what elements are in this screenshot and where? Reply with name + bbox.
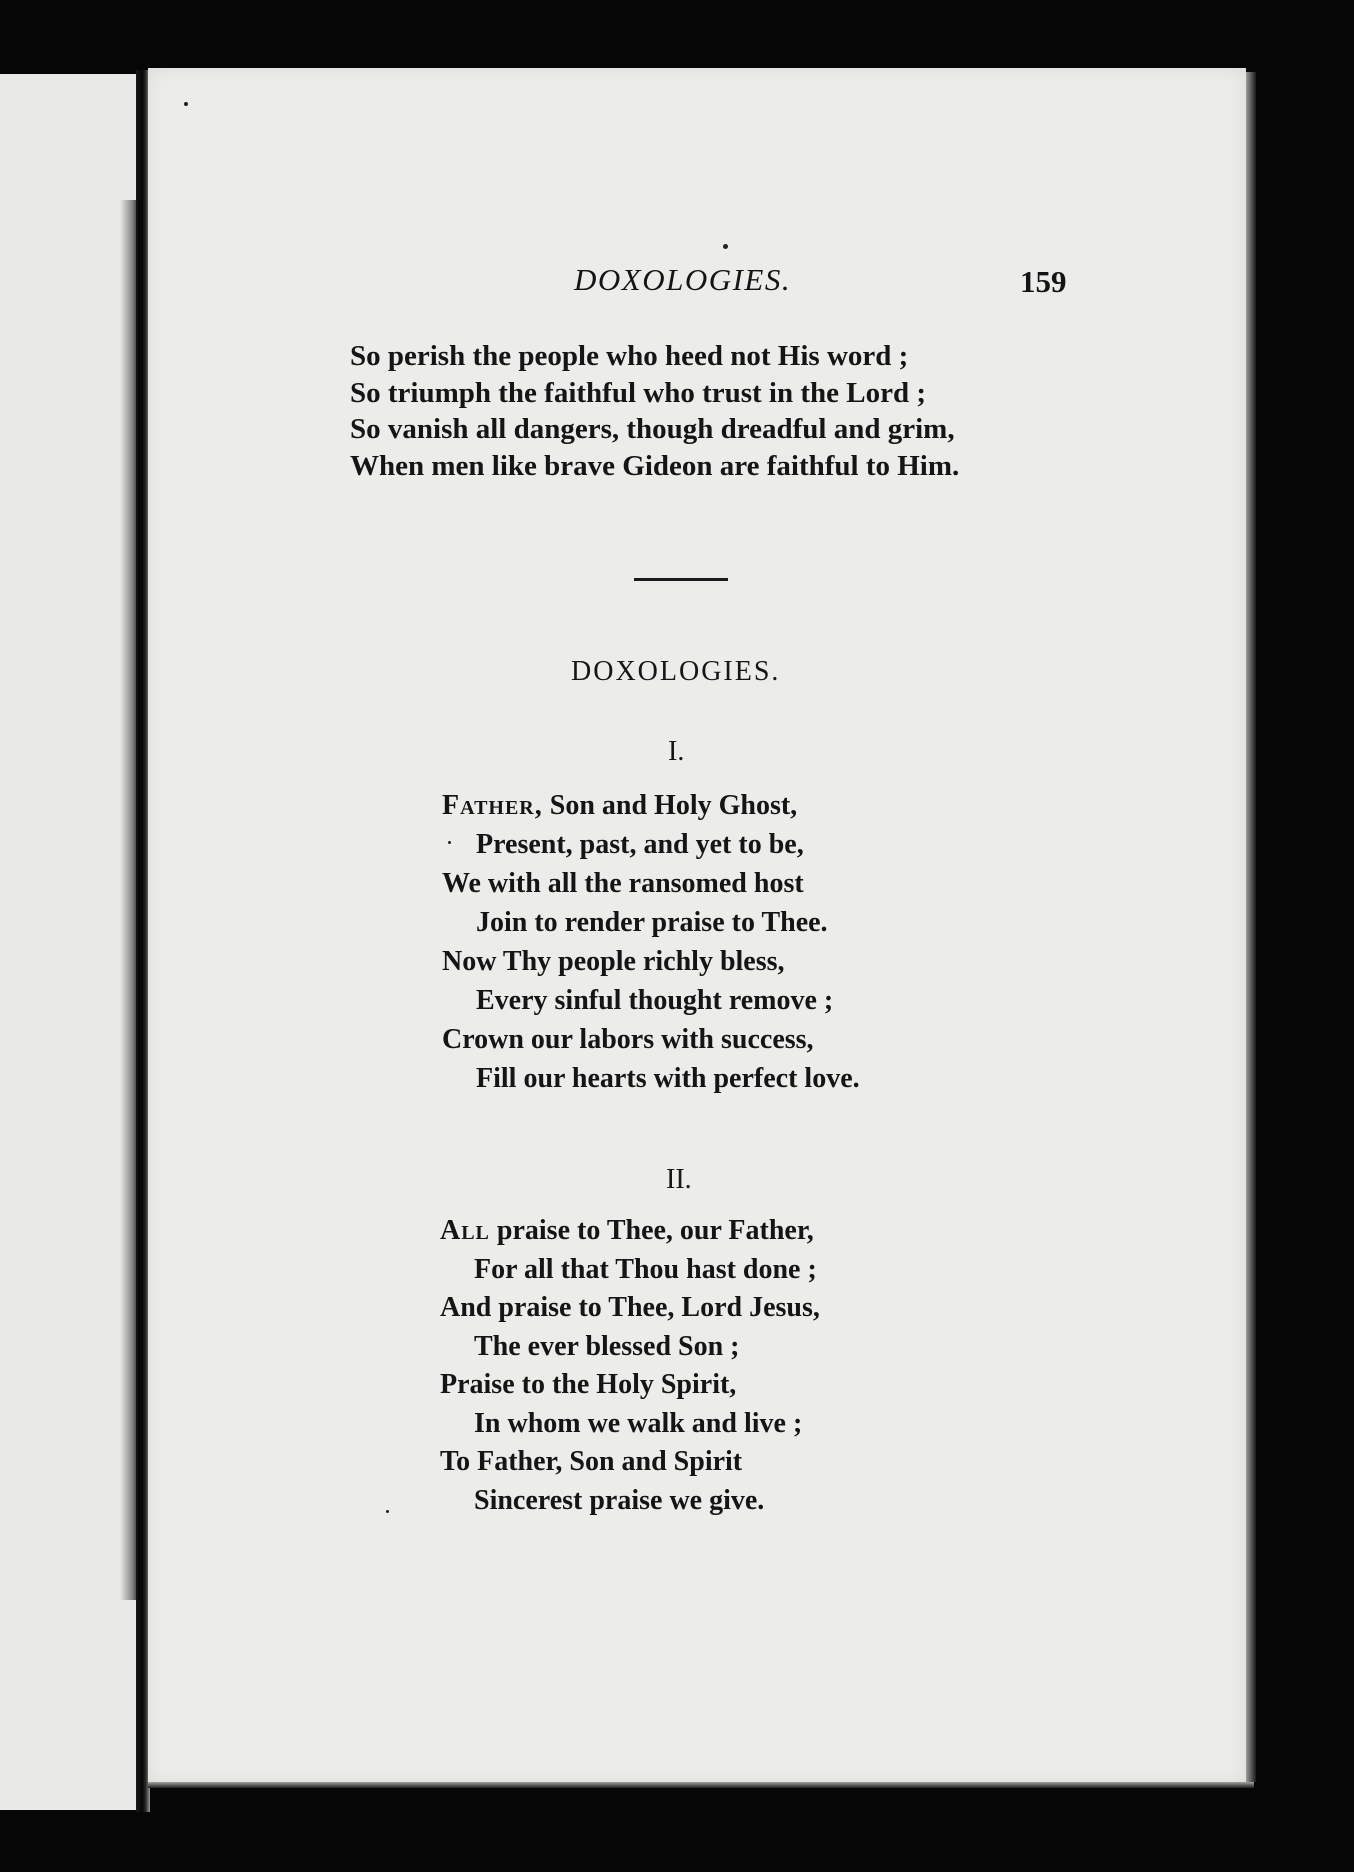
verse-line (442, 786, 860, 825)
verse-line (440, 1212, 820, 1251)
verse-line: Praise to the Holy Spirit, (440, 1369, 737, 1400)
gutter-shadow (120, 200, 140, 1600)
verse-line: Sincerest praise we give. (474, 1484, 765, 1516)
page-edge-bottom (148, 1782, 1254, 1788)
verse-line: To Father, Son and Spirit (440, 1446, 743, 1477)
verse-first-word: Father, (442, 790, 543, 821)
verse-line: We with all the ransomed host (442, 868, 804, 899)
scan-speck (386, 1510, 389, 1513)
verse-line: For all that Thou hast done ; (474, 1253, 817, 1285)
page-number: 159 (1020, 264, 1067, 299)
verse-line: Every sinful thought remove ; (476, 985, 834, 1016)
running-head: DOXOLOGIES. (574, 262, 792, 297)
closing-stanza (350, 338, 959, 484)
verse-line: Fill our hearts with perfect love. (476, 1063, 860, 1094)
verse-line: When men like brave Gideon are faithful to Him. (350, 449, 960, 482)
verse-line-rest: praise to Thee, our Father, (489, 1215, 814, 1246)
verse-line: So perish the people who heed not His word ; (350, 340, 909, 372)
verse-first-word: All (440, 1215, 490, 1246)
verse-line: So triumph the faithful who trust in the Lord ; (350, 376, 927, 409)
doxology-2 (440, 1212, 820, 1520)
verse-line: So vanish all dangers, though dreadful and grim, (350, 413, 955, 445)
page-edge-right (1246, 72, 1256, 1782)
doxology-1 (442, 786, 860, 1098)
verse-line: In whom we walk and live ; (474, 1407, 803, 1439)
scan-speck (723, 244, 728, 249)
scan-speck (184, 102, 188, 106)
verse-line: Crown our labors with success, (442, 1024, 814, 1055)
verse-line: Present, past, and yet to be, (476, 829, 804, 860)
verse-line-rest: Son and Holy Ghost, (542, 790, 798, 821)
hymn-numeral: I. (668, 736, 685, 767)
verse-line: The ever blessed Son ; (474, 1330, 740, 1362)
verse-line: Now Thy people richly bless, (442, 946, 785, 977)
verse-line: Join to render praise to Thee. (476, 907, 828, 938)
section-divider (634, 578, 728, 581)
section-title: DOXOLOGIES. (571, 656, 781, 687)
hymn-numeral: II. (666, 1164, 692, 1195)
verse-line: And praise to Thee, Lord Jesus, (440, 1292, 820, 1323)
